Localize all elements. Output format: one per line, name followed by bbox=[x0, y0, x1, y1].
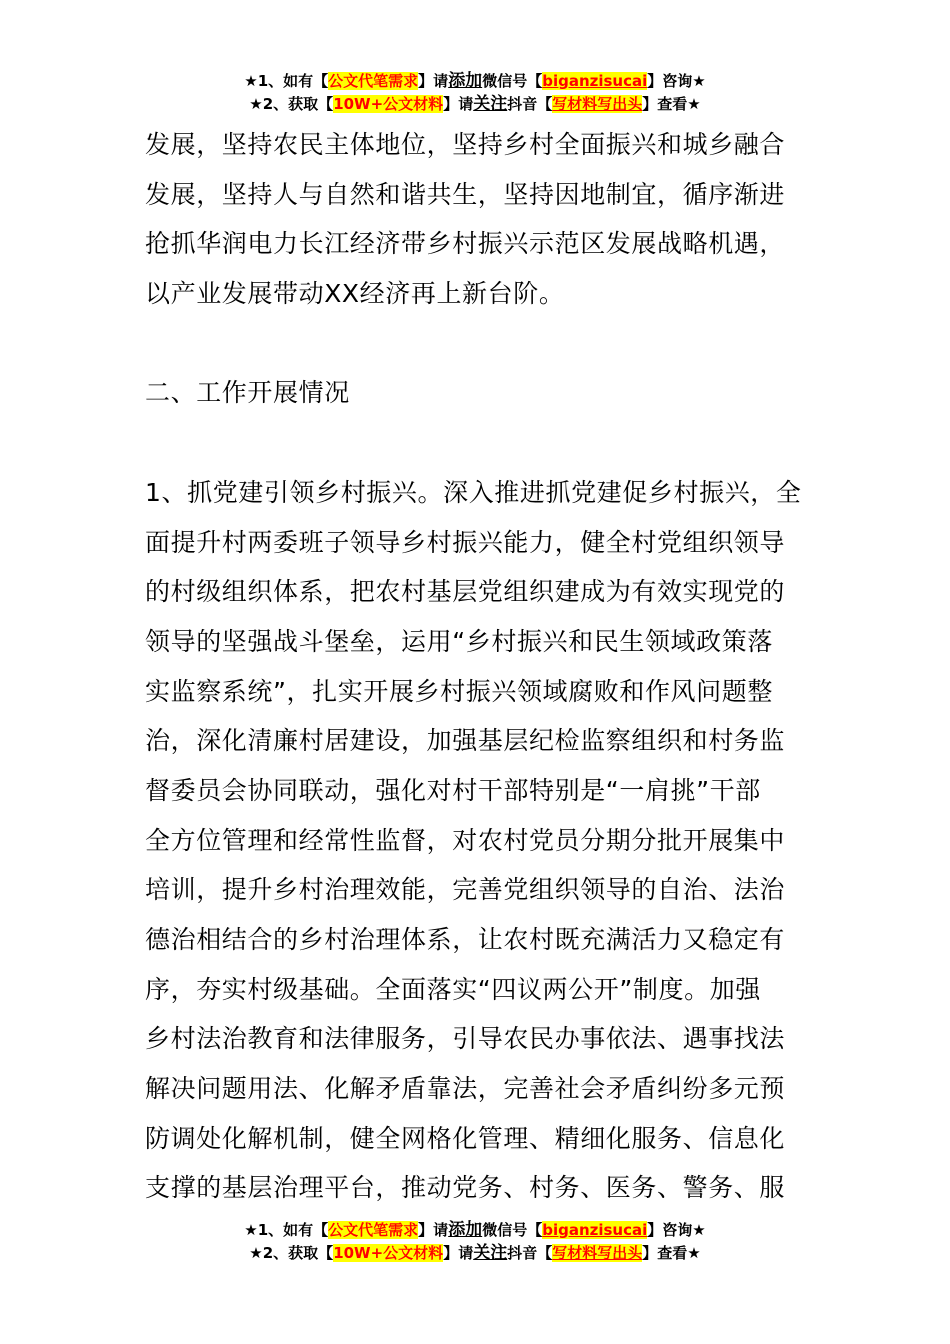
body-line: 抢抓华润电力长江经济带乡村振兴示范区发展战略机遇， bbox=[145, 229, 786, 259]
wechat-id: biganzisucai bbox=[542, 1221, 648, 1239]
body-line: 发展，坚持人与自然和谐共生，坚持因地制宜，循序渐进 bbox=[145, 179, 786, 209]
banner-text: 抖音【 bbox=[507, 1244, 553, 1262]
banner-text: 抖音【 bbox=[507, 95, 553, 113]
paragraph-line: 德治相结合的乡村治理体系，让农村既充满活力又稳定有 bbox=[145, 925, 786, 954]
header-banner bbox=[0, 70, 950, 116]
banner-text: ★2、获取【 bbox=[249, 1244, 334, 1262]
banner-text: 】请 bbox=[443, 95, 474, 113]
wechat-id: biganzisucai bbox=[542, 72, 648, 90]
paragraph-line: 支撑的基层治理平台，推动党务、村务、医务、警务、服 bbox=[145, 1173, 786, 1203]
banner-text: 】请 bbox=[418, 72, 449, 90]
banner-highlight: 公文代笔需求 bbox=[328, 72, 419, 90]
banner-line-2 bbox=[0, 1242, 950, 1265]
document-body bbox=[145, 120, 825, 1213]
footer-banner bbox=[0, 1219, 950, 1265]
paragraph-line: 1、抓党建引领乡村振兴。深入推进抓党建促乡村振兴，全 bbox=[145, 477, 802, 507]
paragraph-line: 解决问题用法、化解矛盾靠法，完善社会矛盾纠纷多元预 bbox=[145, 1074, 786, 1104]
douyin-id: 写材料写出头 bbox=[552, 95, 643, 113]
banner-emphasis: 关注 bbox=[473, 1243, 508, 1263]
banner-text: 】咨询★ bbox=[647, 72, 706, 90]
banner-text: ★1、如有【 bbox=[244, 1221, 329, 1239]
paragraph bbox=[145, 468, 825, 1213]
banner-text: 】咨询★ bbox=[647, 1221, 706, 1239]
banner-text: 】请 bbox=[443, 1244, 474, 1262]
paragraph-line: 培训，提升乡村治理效能，完善党组织领导的自治、法治 bbox=[145, 875, 786, 905]
paragraph-line: 治，深化清廉村居建设，加强基层纪检监察组织和村务监 bbox=[145, 726, 786, 756]
banner-emphasis: 添加 bbox=[448, 71, 483, 91]
banner-text: ★2、获取【 bbox=[249, 95, 334, 113]
paragraph-line: 领导的坚强战斗堡垒，运用“乡村振兴和民生领域政策落 bbox=[145, 626, 773, 656]
paragraph-line: 防调处化解机制，健全网格化管理、精细化服务、信息化 bbox=[145, 1123, 786, 1153]
banner-highlight: 10W+公文材料 bbox=[333, 95, 444, 113]
banner-text: 】查看★ bbox=[642, 95, 701, 113]
banner-text: 】查看★ bbox=[642, 1244, 701, 1262]
banner-text: 微信号【 bbox=[482, 1221, 543, 1239]
paragraph-line: 的村级组织体系，把农村基层党组织建成为有效实现党的 bbox=[145, 577, 786, 607]
banner-emphasis: 添加 bbox=[448, 1220, 483, 1240]
paragraph-line: 乡村法治教育和法律服务，引导农民办事依法、遇事找法 bbox=[145, 1024, 786, 1054]
banner-line-1 bbox=[0, 1219, 950, 1242]
banner-text: 微信号【 bbox=[482, 72, 543, 90]
banner-highlight: 10W+公文材料 bbox=[333, 1244, 444, 1262]
banner-emphasis: 关注 bbox=[473, 94, 508, 114]
banner-line-1 bbox=[0, 70, 950, 93]
paragraph-line: 全方位管理和经常性监督，对农村党员分期分批开展集中 bbox=[145, 825, 786, 855]
banner-text: 】请 bbox=[418, 1221, 449, 1239]
banner-text: ★1、如有【 bbox=[244, 72, 329, 90]
paragraph-line: 督委员会协同联动，强化对村干部特别是“一肩挑”干部 bbox=[145, 775, 761, 805]
paragraph-line: 面提升村两委班子领导乡村振兴能力，健全村党组织领导 bbox=[145, 527, 786, 557]
paragraph-line: 实监察系统”，扎实开展乡村振兴领域腐败和作风问题整 bbox=[145, 676, 773, 706]
banner-line-2 bbox=[0, 93, 950, 116]
douyin-id: 写材料写出头 bbox=[552, 1244, 643, 1262]
body-line: 发展，坚持农民主体地位，坚持乡村全面振兴和城乡融合 bbox=[145, 130, 786, 159]
body-line: 以产业发展带动XX经济再上新台阶。 bbox=[145, 279, 565, 309]
banner-highlight: 公文代笔需求 bbox=[328, 1221, 419, 1239]
section-heading: 二、工作开展情况 bbox=[145, 378, 350, 408]
paragraph-line: 序，夯实村级基础。全面落实“四议两公开”制度。加强 bbox=[145, 974, 761, 1004]
